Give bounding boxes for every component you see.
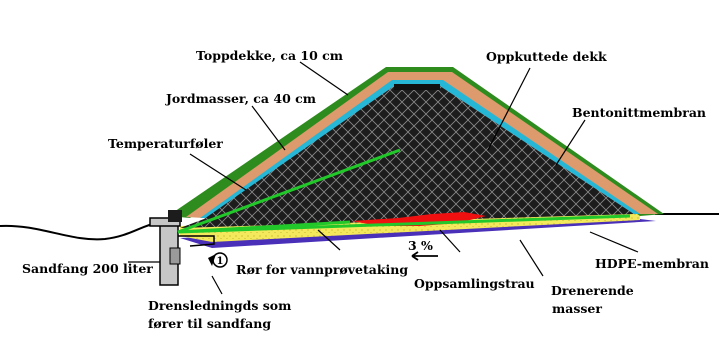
marker-number: 1 bbox=[216, 256, 224, 267]
label-draining-masses-2: masser bbox=[552, 301, 602, 316]
slope-arrow bbox=[412, 252, 438, 260]
label-draining-masses-1: Drenerende bbox=[551, 283, 634, 298]
tyres-top-strip bbox=[394, 84, 440, 90]
label-top-cover: Toppdekke, ca 10 cm bbox=[196, 48, 344, 63]
sand-trap-outlet bbox=[170, 248, 180, 264]
label-shredded-tyres: Oppkuttede dekk bbox=[486, 49, 607, 64]
sand-trap-top-block bbox=[168, 210, 182, 222]
label-sampling-pipe: Rør for vannprøvetaking bbox=[236, 262, 409, 277]
label-sand-trap: Sandfang 200 liter bbox=[22, 261, 153, 276]
label-collection-trough: Oppsamlingstrau bbox=[414, 276, 535, 291]
label-hdpe-membrane: HDPE-membran bbox=[595, 256, 709, 271]
label-soil: Jordmasser, ca 40 cm bbox=[166, 91, 316, 106]
label-bentonite: Bentonittmembran bbox=[572, 105, 707, 120]
label-slope: 3 % bbox=[408, 238, 433, 253]
label-temperature-sensor: Temperaturføler bbox=[108, 136, 223, 151]
label-drainage-line-2: fører til sandfang bbox=[148, 316, 272, 331]
label-drainage-line-1: Drensledningds som bbox=[148, 298, 292, 313]
